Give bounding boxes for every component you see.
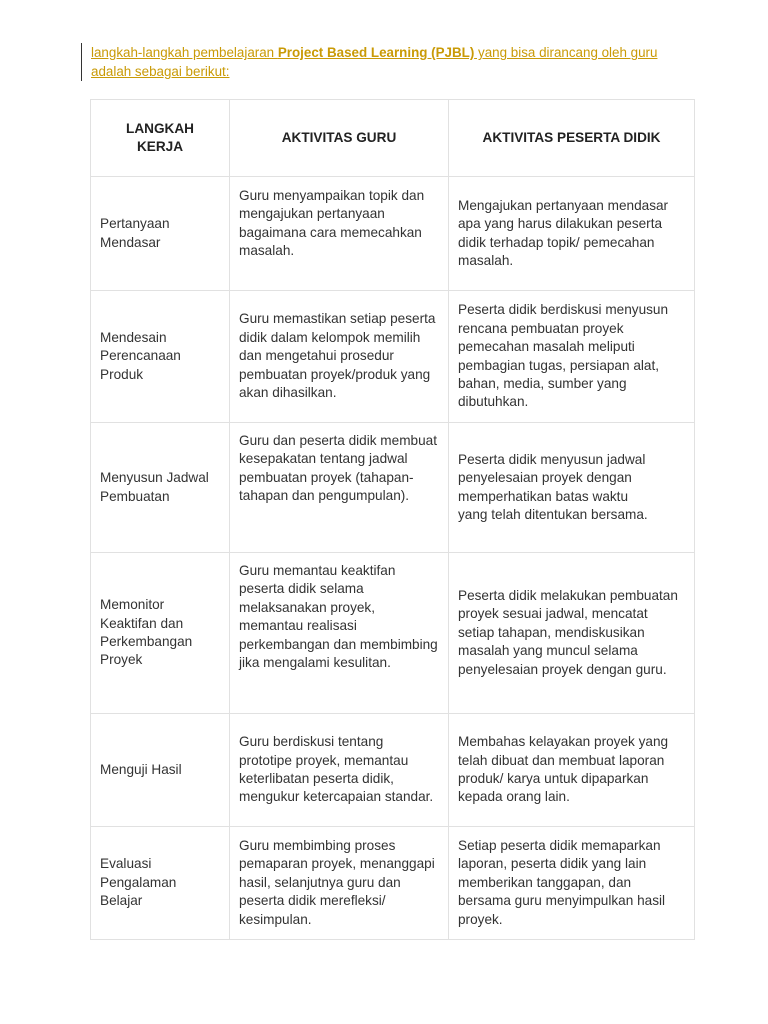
step-cell: Evaluasi Pengalaman Belajar	[91, 827, 230, 940]
table-row	[91, 827, 695, 940]
student-activity-cell: Peserta didik berdiskusi menyusun rencana pembuatan proyek pemecahan masalah meliputi pembagian tugas, persiapan alat, bahan, media, sumber yang dibutuhkan.	[449, 291, 695, 423]
student-activity-cell: Mengajukan pertanyaan mendasar apa yang harus dilakukan peserta didik terhadap topik/ pemecahan masalah.	[449, 177, 695, 291]
header-aktivitas-guru: AKTIVITAS GURU	[230, 100, 449, 177]
pjbl-steps-table	[90, 99, 695, 940]
guru-activity-cell: Guru berdiskusi tentang prototipe proyek, memantau keterlibatan peserta didik, mengukur ketercapaian standar.	[230, 714, 449, 827]
table-row	[91, 714, 695, 827]
student-activity-cell: Peserta didik melakukan pembuatan proyek sesuai jadwal, mencatat setiap tahapan, mendiskusikan masalah yang muncul selama penyelesaian proyek dengan guru.	[449, 553, 695, 714]
header-aktivitas-peserta-didik: AKTIVITAS PESERTA DIDIK	[449, 100, 695, 177]
step-cell: Menyusun Jadwal Pembuatan	[91, 423, 230, 553]
guru-activity-cell: Guru memantau keaktifan peserta didik selama melaksanakan proyek, memantau realisasi perkembangan dan membimbing jika mengalami kesulitan.	[230, 553, 449, 714]
student-activity-cell: Membahas kelayakan proyek yang telah dibuat dan membuat laporan produk/ karya untuk dipaparkan kepada orang lain.	[449, 714, 695, 827]
step-cell: Menguji Hasil	[91, 714, 230, 827]
student-activity-cell: Peserta didik menyusun jadwal penyelesaian proyek dengan memperhatikan batas waktu yang telah ditentukan bersama.	[449, 423, 695, 553]
intro-tail-text: yang bisa dirancang oleh guru adalah sebagai berikut:	[91, 45, 658, 79]
table-row	[91, 423, 695, 553]
table-row	[91, 177, 695, 291]
guru-activity-cell: Guru memastikan setiap peserta didik dalam kelompok memilih dan mengetahui prosedur pembuatan proyek/produk yang akan dihasilkan.	[230, 291, 449, 423]
guru-activity-cell: Guru membimbing proses pemaparan proyek, menanggapi hasil, selanjutnya guru dan peserta didik merefleksi/ kesimpulan.	[230, 827, 449, 940]
guru-activity-cell: Guru menyampaikan topik dan mengajukan pertanyaan bagaimana cara memecahkan masalah.	[230, 177, 449, 291]
step-cell: Mendesain Perencanaan Produk	[91, 291, 230, 423]
table-row	[91, 291, 695, 423]
header-langkah-kerja: LANGKAH KERJA	[91, 100, 230, 177]
intro-highlight-text: Project Based Learning (PJBL)	[277, 45, 475, 60]
table-row	[91, 553, 695, 714]
student-activity-cell: Setiap peserta didik memaparkan laporan, peserta didik yang lain memberikan tanggapan, dan bersama guru menyimpulkan hasil proyek.	[449, 827, 695, 940]
intro-paragraph	[81, 43, 691, 81]
table-header-row	[91, 100, 695, 177]
step-cell: Pertanyaan Mendasar	[91, 177, 230, 291]
step-cell: Memonitor Keaktifan dan Perkembangan Proyek	[91, 553, 230, 714]
intro-lead-text: langkah-langkah pembelajaran	[91, 45, 278, 60]
guru-activity-cell: Guru dan peserta didik membuat kesepakatan tentang jadwal pembuatan proyek (tahapan-tahapan dan pengumpulan).	[230, 423, 449, 553]
